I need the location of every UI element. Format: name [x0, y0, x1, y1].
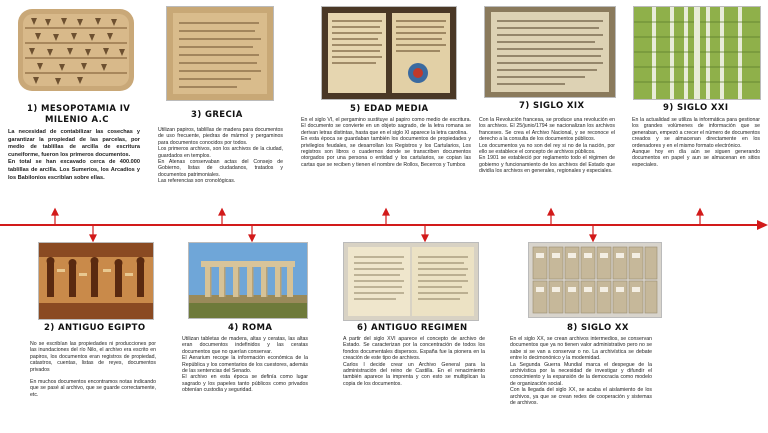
event-text-edad-media: En el siglo VI, el pergamino sustituye al papiro como medio de escritura. El documento se convierte en un objeto sagrado, de la letra romana se derivan letras distintas, hasta que en el siglo XI aparece la letra carolina. En esta época se guardaban también los documentos de propiedades y privilegios feudales, se desarrollan los Registros y los Cartularios, Los registros son libros o cuadernos donde se transcriben documentos otorgados por una persona o entidad y los cartularios, se copian las cartas que se reciben y tienen el nombre de Rollos, Becerros y Tumbos: [301, 117, 471, 168]
event-text-siglo-xix: Con la Revolución francesa, se produce una revolución en los archivos. El 25/junio/1794 se nacionalizan los archivos franceses. Se crea el Archivo Nacional, y se reconoce el derecho a la consulta de los documentos públicos. Los documentos ya no son del rey si no de la nación, por ello se establece el concepto de archivos públicos. En 1901 se estableció por reglamento todo el régimen de gobierno y funcionamiento de los archivos del Estado que dividía los archivos en generales, regionales y especiales.: [479, 117, 615, 175]
event-text-grecia: Utilizan papiros, tablillas de madera para documentos de uso frecuente, piedras de mármol y pergaminos para documentos conocidos por todos. Los primeros archivos, son los archivos de la ciudad, guardados en templos. En Atenas conservaban actas del Consejo de Gobierno, listas de ciudadanos, tratados y documentos patrimoniales. Las referencias son cronológicas.: [158, 127, 283, 185]
event-text-roma: Utilizan tabletas de madera, altas y ceratas, las altas eran documentos indefinidos y las ceratas documentos que no querían conservar. El Aerarium recoge la información económica de la República y los comentarios de los cuestores, además de las sentencias del Senado. El archivo en esta época se definía como lugar sagrado y los papeles tanto públicos como privados obtenían custodia y seguridad.: [182, 336, 308, 394]
event-text-siglo-xx: En el siglo XX, se crean archivos intermedios, se conservan documentos que ya no tienen valor administrativo pero no se sabe si se van a conservar o no. La archivística se debate entre lo decimonónico y la modernidad. La Segunda Guerra Mundial marca el despegue de la archivística por la necesidad de investigar y difundir el conocimiento y la expansión de la democracia como modelo de organización social. Con la llegada del siglo XX, se acaba el aislamiento de los archivos, ya que se crean redes de cooperación y sistemas de archivos.: [510, 336, 652, 407]
nineteenth-century-document-image: [484, 6, 616, 98]
down-arrows: [90, 225, 596, 241]
greek-papyrus-image: [166, 6, 274, 101]
up-arrows: [52, 209, 703, 225]
event-title-siglo-xx: 8) SIGLO XX: [567, 323, 629, 333]
event-text-egipto: No se escribían las propiedades ni producciones por las inundaciones del río Nilo, el archivo era escrito en papiros, los documentos eran registros de propiedad, catastros, cuentas, listas de reyes, documentos privados En muchos documentos encontramos notas indicando que se pasé al archivo, que se guarde correctamente, etc.: [30, 341, 156, 398]
event-title-egipto: 2) ANTIGUO EGIPTO: [44, 323, 146, 333]
event-text-siglo-xxi: En la actualidad se utiliza la informática para gestionar los grandes volúmenes de información que se generaban, empezó a crecer el número de documentos creados y se almacenan directamente en los ordenadores y en el mismo formato electrónico. Aunque hoy en día aún se siguen generando documentos en papel y aun se almacenan en sitios especiales.: [632, 117, 760, 168]
timeline-arrowhead-icon: [757, 220, 768, 230]
event-title-edad-media: 5) EDAD MEDIA: [350, 104, 429, 114]
event-title-grecia: 3) GRECIA: [191, 110, 243, 120]
event-title-roma: 4) ROMA: [228, 323, 273, 333]
event-title-antiguo-regimen: 6) ANTIGUO REGIMEN: [357, 323, 468, 333]
event-text-mesopotamia: La necesidad de contabilizar las cosechas y garantizar la propiedad de las parcelas, por medio de tablillas de arcilla de escritura cuneiforme, fueron los primeros documentos. En total se han excavado cerca de 400.000 tablillas de arcilla. Los Sumerios, los Arcadios y los Babilonios escriblan sobre ellas.: [8, 129, 140, 181]
event-text-antiguo-regimen: A partir del siglo XVI aparece el concepto de archivo de Estado. Se caracterizan por la concentración de todos los fondos documentales dispersos. España fue la pionera en la creación de este tipo de archivos. Carlos I decide crear un Archivo General para la administración del reino de Castilla. En el renacimiento también aparece la imprenta y con esto se multiplican la copia de los documentos.: [343, 336, 485, 387]
medieval-manuscript-image: [321, 6, 457, 100]
old-regime-documents-image: [343, 242, 479, 321]
roman-ruins-image: [188, 242, 308, 319]
event-title-siglo-xix: 7) SIGLO XIX: [519, 101, 585, 111]
event-title-mesopotamia: 1) MESOPOTAMIA IV: [27, 104, 131, 114]
cuneiform-tablet-image: [15, 6, 137, 94]
modern-archive-shelves-image: [633, 6, 761, 100]
egyptian-papyrus-image: [38, 242, 154, 320]
event-title-mesopotamia-line2: MILENIO A.C: [45, 115, 109, 125]
archive-boxes-image: [528, 242, 662, 318]
event-title-siglo-xxi: 9) SIGLO XXI: [663, 103, 729, 113]
